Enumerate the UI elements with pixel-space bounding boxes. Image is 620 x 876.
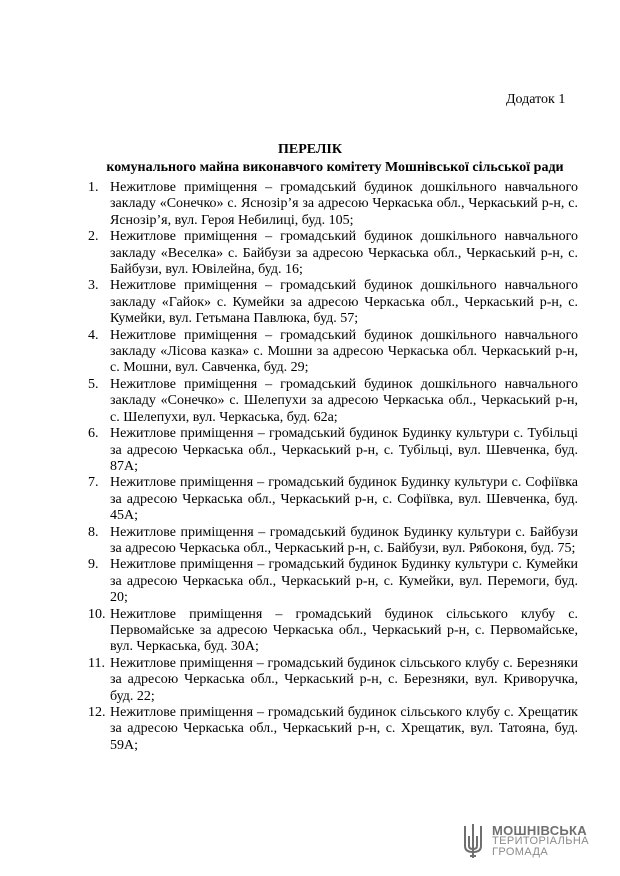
list-item-number: 5. — [88, 376, 99, 392]
list-item — [88, 180, 578, 229]
document-title: ПЕРЕЛІК — [278, 142, 342, 157]
list-item-text: Нежитлове приміщення – громадський будинок дошкільного навчального закладу «Гайок» с. Кумейки за адресою Черкаська обл., Черкаський р-н, с. Кумейки, вул. Гетьмана Павлюка, буд. 57; — [110, 278, 578, 327]
list-item-number: 3. — [88, 278, 99, 294]
list-item — [88, 426, 578, 475]
list-item-number: 7. — [88, 475, 99, 491]
community-logo — [462, 822, 589, 860]
list-item-text: Нежитлове приміщення – громадський будинок Будинку культури с. Тубільці за адресою Черкаська обл., Черкаський р-н, с. Тубільці, вул. Шевченка, буд. 87А; — [110, 426, 578, 474]
list-item-number: 4. — [88, 327, 99, 343]
property-list — [88, 180, 578, 754]
list-item-number: 11. — [88, 655, 105, 671]
logo-text — [492, 822, 589, 858]
list-item-text: Нежитлове приміщення – громадський будинок дошкільного навчального закладу «Сонечко» с. Яснозір’я за адресою Черкаська обл., Черкаський р-н, с. Яснозір’я, вул. Героя Небилиці, буд. 105; — [110, 180, 578, 228]
list-item — [88, 377, 578, 426]
list-item-number: 6. — [88, 426, 99, 442]
list-item-text: Нежитлове приміщення – громадський будинок сільського клубу с. Березняки за адресою Черкаська обл., Черкаський р-н, с. Березняки, вул. Криворучка, буд. 22; — [110, 655, 578, 704]
list-item-number: 2. — [88, 229, 99, 245]
list-item-text: Нежитлове приміщення – громадський будинок сільського клубу с. Хрещатик за адресою Черкаська обл., Черкаський р-н, с. Хрещатик, вул. Татояна, буд. 59А; — [110, 705, 578, 753]
list-item-number: 9. — [88, 557, 99, 573]
list-item — [88, 607, 578, 656]
list-item — [88, 557, 578, 606]
list-item — [88, 475, 578, 524]
list-item-number: 1. — [88, 180, 99, 195]
list-item-text: Нежитлове приміщення – громадський будинок дошкільного навчального закладу «Веселка» с. Байбузи за адресою Черкаська обл., Черкаський р-н, с. Байбузи, вул. Ювілейна, буд. 16; — [110, 229, 578, 278]
list-item-number: 10. — [88, 606, 106, 622]
logo-subtitle: ТЕРИТОРІАЛЬНА — [492, 834, 589, 847]
annex-label: Додаток 1 — [506, 92, 566, 107]
logo-subtitle: ГРОМАДА — [492, 845, 549, 858]
document-subtitle: комунального майна виконавчого комітету Мошнівської сільської ради — [106, 160, 564, 175]
list-item — [88, 328, 578, 377]
list-item — [88, 229, 578, 278]
list-item — [88, 525, 578, 558]
list-item-text: Нежитлове приміщення – громадський будинок дошкільного навчального закладу «Сонечко» с. Шелепухи за адресою Черкаська обл., Черкаський р-н, с. Шелепухи, вул. Черкаська, буд. 62а; — [110, 376, 578, 425]
list-item-text: Нежитлове приміщення – громадський будинок дошкільного навчального закладу «Лісова казка» с. Мошни за адресою Черкаська обл. Черкаський р-н, с. Мошни, вул. Савченка, буд. 29; — [110, 327, 578, 376]
list-item-text: Нежитлове приміщення – громадський будинок Будинку культури с. Байбузи за адресою Черкаська обл., Черкаський р-н, с. Байбузи, вул. Рябоконя, буд. 75; — [110, 524, 578, 556]
list-item-number: 8. — [88, 524, 99, 540]
list-item-number: 12. — [88, 705, 106, 720]
list-item-text: Нежитлове приміщення – громадський будинок Будинку культури с. Кумейки за адресою Черкаська обл., Черкаський р-н, с. Кумейки, вул. Перемоги, буд. 20; — [110, 557, 578, 606]
list-item — [88, 705, 578, 754]
list-item-text: Нежитлове приміщення – громадський будинок Будинку культури с. Софіївка за адресою Черкаська обл., Черкаський р-н, с. Софіївка, вул. Шевченка, буд. 45А; — [110, 475, 578, 524]
trident-icon — [462, 822, 484, 860]
list-item — [88, 656, 578, 705]
list-item — [88, 278, 578, 327]
list-item-text: Нежитлове приміщення – громадський будинок сільського клубу с. Первомайське за адресою Черкаська обл., Черкаський р-н, с. Первомайське, вул. Черкаська, буд. 30А; — [110, 606, 578, 655]
logo-title: МОШНІВСЬКА — [492, 822, 587, 838]
